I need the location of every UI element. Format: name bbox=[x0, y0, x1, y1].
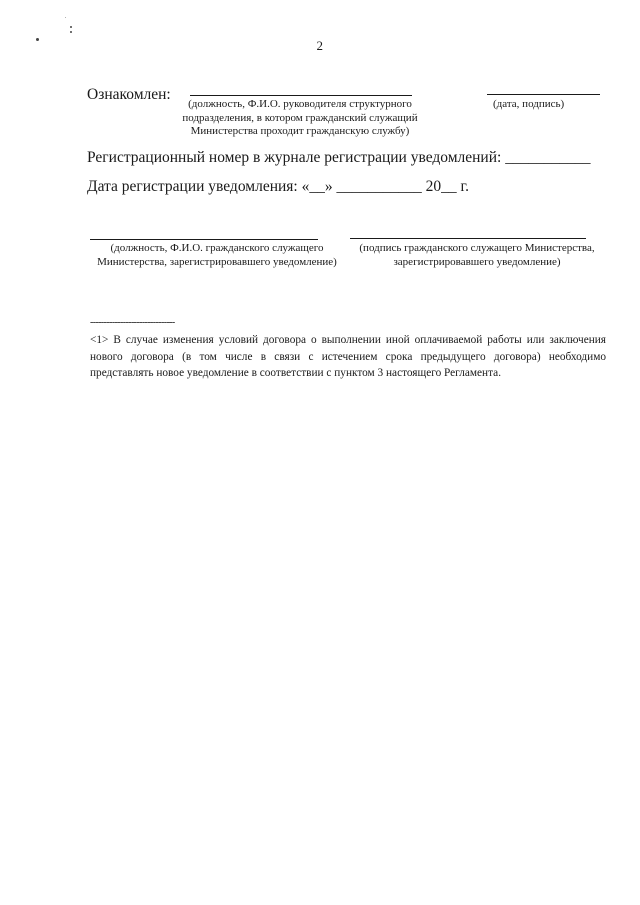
registrar-name-caption bbox=[82, 242, 352, 269]
acknowledged-right-caption: (дата, подпись) bbox=[493, 98, 565, 110]
footnote-text: <1> В случае изменения условий договора о выполнении иной оплачиваемой работы или заключения нового договора (в том числе в связи с истечением срока предыдущего договора) необходимо представлять новое уведомление в соответствии с пунктом 3 настоящего Регламента. bbox=[90, 334, 606, 379]
registrar-signature-line bbox=[350, 238, 586, 239]
registration-date-label: Дата регистрации уведомления: «__» ___________ 20__ г. bbox=[87, 178, 469, 195]
scan-speck bbox=[70, 26, 72, 28]
footnote-separator: ------------------------------- bbox=[90, 317, 175, 328]
caption-line: (должность, Ф.И.О. руководителя структурного bbox=[188, 98, 412, 110]
caption-line: (подпись гражданского служащего Министерства, bbox=[359, 242, 595, 254]
caption-line: зарегистрировавшего уведомление) bbox=[393, 255, 561, 268]
caption-line: Министерства, зарегистрировавшего уведомление) bbox=[97, 255, 337, 268]
page-number: 2 bbox=[316, 38, 324, 53]
acknowledged-date-line bbox=[487, 94, 600, 95]
registrar-signature-caption bbox=[342, 242, 612, 269]
acknowledged-label: Ознакомлен: bbox=[87, 86, 171, 103]
registrar-name-line bbox=[90, 239, 318, 240]
acknowledged-signature-line bbox=[190, 95, 412, 96]
caption-line: (должность, Ф.И.О. гражданского служащего bbox=[110, 242, 324, 254]
caption-line: Министерства проходит гражданскую службу) bbox=[190, 125, 410, 137]
registration-number-label: Регистрационный номер в журнале регистрации уведомлений: ___________ bbox=[87, 149, 591, 166]
acknowledged-left-caption bbox=[150, 98, 450, 139]
scan-speck bbox=[65, 17, 66, 18]
scan-speck bbox=[70, 31, 72, 33]
caption-line: подразделения, в котором гражданский служащий bbox=[182, 111, 418, 124]
